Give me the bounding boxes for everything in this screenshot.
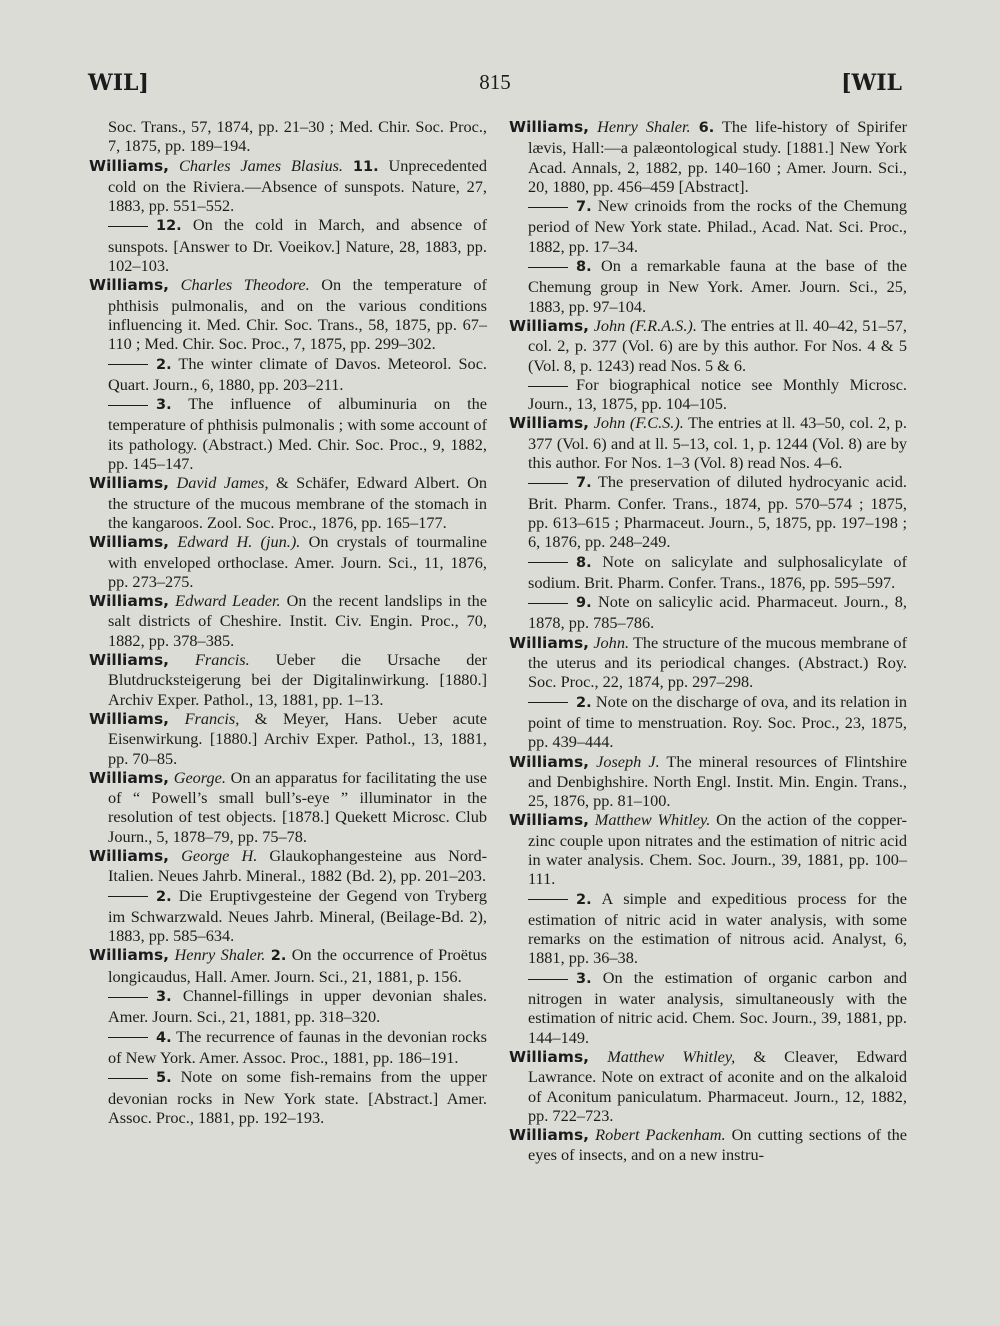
entry-number: 2.: [270, 948, 287, 965]
bibliography-entry: [509, 752, 907, 811]
author-surname: Williams,: [89, 592, 170, 611]
entry-text: Note on salicylic acid. Pharmaceut. Journ., 8, 1878, pp. 785–786.: [528, 592, 907, 633]
entry-text: Soc. Trans., 57, 1874, pp. 21–30 ; Med. Chir. Soc. Proc., 7, 1875, pp. 189–194.: [108, 117, 487, 156]
ditto-rule: [108, 405, 148, 406]
entry-text: The entries at ll. 40–42, 51–57, col. 2, p. 377 (Vol. 6) are by this author. For Nos. 4 & 5 (Vol. 8, p. 1243) read Nos. 5 & 6.: [528, 315, 907, 375]
author-given-name: George.: [173, 767, 226, 787]
author-given-name: Robert Packenham.: [595, 1125, 726, 1145]
sub-entry: [509, 592, 907, 633]
author-given-name: Edward H. (jun.).: [177, 532, 301, 552]
author-given-name: John (F.R.A.S.).: [593, 315, 697, 335]
ditto-rule: [108, 1037, 148, 1038]
ditto-rule: [528, 207, 568, 208]
ditto-rule: [528, 267, 568, 268]
entry-text: Note on salicylate and sulphosalicylate of sodium. Brit. Pharm. Confer. Trans., 1876, pp. 595–597.: [528, 551, 907, 592]
author-given-name: John.: [593, 632, 630, 652]
sub-entry: [89, 1027, 487, 1068]
sub-entry: [89, 1067, 487, 1127]
entry-text: On cutting sections of the eyes of insects, and on a new instru-: [528, 1125, 907, 1165]
entry-number: 4.: [156, 1029, 172, 1046]
author-surname: Williams,: [509, 1047, 590, 1066]
bibliography-entry: [509, 316, 907, 375]
bibliography-entry: [509, 810, 907, 888]
bibliography-entry: [89, 650, 487, 709]
entry-text: & Cleaver, Edward Lawrance. Note on extract of aconite and on the alkaloid of Aconitum paniculatum. Pharmaceut. Journ., 12, 1882, pp. 722–723.: [528, 1046, 907, 1125]
entry-number: 2.: [156, 888, 172, 905]
sub-entry: [509, 692, 907, 752]
entry-number: 7.: [576, 475, 592, 492]
author-given-name: Charles James Blasius.: [178, 155, 343, 175]
entry-continuation: [89, 117, 487, 156]
sub-entry: [509, 968, 907, 1047]
sub-entry: [509, 889, 907, 968]
entry-text: On the temperature of phthisis pulmonalis, and on the various conditions influencing it. Med. Chir. Soc. Trans., 58, 1875, pp. 67–110 ; Med. Chir. Soc. Proc., 7, 1875, pp. 299–302.: [108, 275, 487, 354]
entry-text: On crystals of tourmaline with enveloped orthoclase. Amer. Journ. Sci., 11, 1876, pp. 273–275.: [108, 532, 488, 591]
bibliography-entry: [509, 633, 907, 692]
entry-text: The structure of the mucous membrane of the uterus and its periodical changes. (Abstract.) Roy. Soc. Proc., 22, 1874, pp. 297–298.: [528, 632, 907, 692]
entry-text: For biographical notice see Monthly Microsc. Journ., 13, 1875, pp. 104–105.: [528, 374, 907, 414]
author-given-name: David James,: [176, 473, 269, 493]
entry-text: Die Eruptivgesteine der Gegend von Tryberg im Schwarzwald. Neues Jahrb. Mineral, (Beilage-Bd. 2), 1883, pp. 585–634.: [108, 885, 487, 946]
sub-entry: [89, 354, 487, 395]
bibliography-entry: [89, 709, 487, 768]
entry-number: 2.: [576, 694, 592, 711]
page-number: 815: [479, 70, 511, 94]
author-surname: Williams,: [89, 709, 170, 728]
sub-entry: [509, 472, 907, 551]
sub-entry: [89, 986, 487, 1027]
entry-number: 8.: [576, 554, 592, 571]
entry-text: The entries at ll. 43–50, col. 2, p. 377 (Vol. 6) and at ll. 5–13, col. 1, p. 1244 (Vol. 8) are by this author. For Nos. 1–3 (Vol. 8) read Nos. 4–6.: [528, 413, 907, 473]
entry-text: & Meyer, Hans. Ueber acute Eisenwirkung. [1880.] Archiv Exper. Pathol., 13, 1881, pp. 70–85.: [108, 708, 487, 768]
bibliography-entry: [89, 156, 487, 216]
author-given-name: George H.: [181, 845, 258, 865]
entry-text: New crinoids from the rocks of the Chemung period of New York state. Philad., Acad. Nat. Sci. Proc., 1882, pp. 17–34.: [528, 196, 907, 256]
bibliography-entry: [89, 846, 487, 886]
author-given-name: John (F.C.S.).: [593, 413, 684, 433]
author-surname: Williams,: [89, 276, 170, 295]
entry-number: 3.: [156, 989, 172, 1006]
bibliography-entry: [89, 945, 487, 986]
author-given-name: Matthew Whitley.: [594, 810, 711, 830]
author-surname: Williams,: [89, 533, 170, 552]
author-surname: Williams,: [89, 156, 170, 175]
author-surname: Williams,: [509, 1126, 590, 1145]
entry-text: Unprecedented cold on the Riviera.—Absence of sunspots. Nature, 27, 1883, pp. 551–552.: [108, 155, 488, 216]
entry-text: On the occurrence of Proëtus longicaudus, Hall. Amer. Journ. Sci., 21, 1881, p. 156.: [108, 945, 487, 986]
entry-number: 5.: [156, 1070, 172, 1087]
sub-entry: [509, 375, 907, 414]
author-given-name: Charles Theodore.: [180, 275, 310, 295]
ditto-rule: [528, 979, 568, 980]
sub-entry: [89, 215, 487, 275]
entry-text: Glaukophangesteine aus Nord-Italien. Neues Jahrb. Mineral., 1882 (Bd. 2), pp. 201–203.: [108, 845, 488, 886]
entry-number: 3.: [576, 970, 592, 987]
ditto-rule: [108, 364, 148, 365]
ditto-rule: [528, 899, 568, 900]
entry-text: The influence of albuminuria on the temperature of phthisis pulmonalis ; with some account of its pathology. (Abstract.) Med. Chir. Soc. Proc., 9, 1882, pp. 145–147.: [108, 394, 487, 474]
entry-text: The winter climate of Davos. Meteorol. Soc. Quart. Journ., 6, 1880, pp. 203–211.: [108, 353, 487, 394]
ditto-rule: [528, 386, 568, 387]
bibliography-entry: [89, 532, 487, 591]
entry-text: On the cold in March, and absence of sunspots. [Answer to Dr. Voeikov.] Nature, 28, 1883, pp. 102–103.: [108, 215, 487, 276]
author-given-name: Joseph J.: [596, 751, 660, 771]
bibliography-entry: [89, 275, 487, 353]
ditto-rule: [528, 603, 568, 604]
entry-number: 12.: [156, 218, 182, 235]
author-surname: Williams,: [509, 316, 590, 335]
running-header: [88, 70, 902, 104]
right-column: [509, 117, 907, 1165]
entry-number: 7.: [576, 199, 592, 216]
sub-entry: [509, 552, 907, 593]
header-left: WIL]: [88, 70, 149, 96]
entry-text: On an apparatus for facilitating the use of “ Powell’s small bull’s-eye ” illuminator in the resolution of test objects. [1878.] Quekett Microsc. Club Journ., 5, 1878–79, pp. 75–78.: [108, 767, 487, 846]
entry-text: A simple and expeditious process for the estimation of nitric acid in water analysis, with some remarks on the estimation of nitrous acid. Analyst, 6, 1881, pp. 36–38.: [528, 888, 907, 968]
sub-entry: [89, 886, 487, 946]
entry-text: Channel-fillings in upper devonian shales. Amer. Journ. Sci., 21, 1881, pp. 318–320.: [108, 986, 487, 1027]
ditto-rule: [528, 562, 568, 563]
bibliography-entry: [89, 768, 487, 846]
sub-entry: [509, 256, 907, 316]
entry-text: On the estimation of organic carbon and nitrogen in water analysis, simultaneously with the estimation of nitric acid. Chem. Soc. Journ., 39, 1881, pp. 144–149.: [528, 967, 907, 1047]
author-surname: Williams,: [89, 846, 170, 865]
author-given-name: Francis,: [184, 708, 240, 728]
author-given-name: Matthew Whitley,: [607, 1046, 736, 1066]
entry-number: 2.: [576, 891, 592, 908]
author-given-name: Henry Shaler.: [597, 117, 691, 136]
entry-text: The mineral resources of Flintshire and Denbighshire. North Engl. Instit. Min. Engin. Trans., 25, 1876, pp. 81–100.: [528, 751, 907, 811]
author-surname: Williams,: [509, 811, 590, 830]
entry-text: The recurrence of faunas in the devonian rocks of New York. Amer. Assoc. Proc., 1881, pp. 186–191.: [108, 1026, 487, 1067]
entry-text: The life-history of Spirifer lævis, Hall:—a palæontological study. [1881.] New York Acad. Annals, 2, 1882, pp. 140–160 ; Amer. Journ. Sci., 20, 1880, pp. 456–459 [Abstract].: [528, 117, 907, 196]
author-surname: Williams,: [509, 414, 590, 433]
author-surname: Williams,: [509, 752, 590, 771]
bibliography-entry: [509, 1047, 907, 1125]
entry-number: 8.: [576, 259, 592, 276]
entry-text: On the action of the copper-zinc couple upon nitrates and the estimation of nitric acid in water analysis. Chem. Soc. Journ., 39, 1881, pp. 100–111.: [528, 810, 907, 889]
entry-number: 3.: [156, 397, 172, 414]
author-given-name: Edward Leader.: [175, 591, 281, 611]
left-column: [89, 117, 487, 1127]
ditto-rule: [108, 226, 148, 227]
author-surname: Williams,: [89, 946, 170, 965]
bibliography-entry: [509, 117, 907, 196]
entry-number: 11.: [352, 158, 379, 175]
author-given-name: Henry Shaler.: [174, 945, 266, 965]
entry-number: 2.: [156, 356, 172, 373]
author-given-name: Francis.: [194, 650, 250, 670]
ditto-rule: [108, 997, 148, 998]
entry-number: 9.: [576, 595, 592, 612]
entry-number: 6.: [698, 120, 715, 136]
sub-entry: [509, 196, 907, 256]
ditto-rule: [108, 896, 148, 897]
bibliography-entry: [89, 473, 487, 532]
author-surname: Williams,: [89, 474, 170, 493]
ditto-rule: [108, 1078, 148, 1079]
author-surname: Williams,: [509, 633, 590, 652]
bibliography-entry: [509, 413, 907, 472]
bibliography-entry: [509, 1125, 907, 1165]
ditto-rule: [528, 483, 568, 484]
author-surname: Williams,: [89, 768, 170, 787]
entry-text: Ueber die Ursache der Blutdrucksteigerung bei der Digitalinwirkung. [1880.] Archiv Exper. Pathol., 13, 1881, pp. 1–13.: [108, 650, 488, 709]
ditto-rule: [528, 702, 568, 703]
header-right: [WIL: [841, 70, 902, 96]
entry-text: Note on some fish-remains from the upper devonian rocks in New York state. [Abstract.] Amer. Assoc. Proc., 1881, pp. 192–193.: [108, 1067, 487, 1127]
entry-text: On the recent landslips in the salt districts of Cheshire. Instit. Civ. Engin. Proc., 70, 1882, pp. 378–385.: [108, 591, 487, 650]
author-surname: Williams,: [89, 651, 170, 670]
entry-text: Note on the discharge of ova, and its relation in point of time to menstruation. Roy. Soc. Proc., 23, 1875, pp. 439–444.: [528, 691, 907, 752]
entry-text: The preservation of diluted hydrocyanic acid. Brit. Pharm. Confer. Trans., 1874, pp. 570–574 ; 1875, pp. 613–615 ; Pharmaceut. Journ., 5, 1875, pp. 197–198 ; 6, 1876, pp. 248–249.: [528, 472, 907, 552]
bibliography-entry: [89, 591, 487, 650]
author-surname: Williams,: [509, 118, 590, 136]
sub-entry: [89, 394, 487, 473]
entry-text: On a remarkable fauna at the base of the Chemung group in New York. Amer. Journ. Sci., 25, 1883, pp. 97–104.: [528, 256, 907, 316]
entry-text: & Schäfer, Edward Albert. On the structure of the mucous membrane of the stomach in the kangaroos. Zool. Soc. Proc., 1876, pp. 165–177.: [108, 473, 487, 532]
